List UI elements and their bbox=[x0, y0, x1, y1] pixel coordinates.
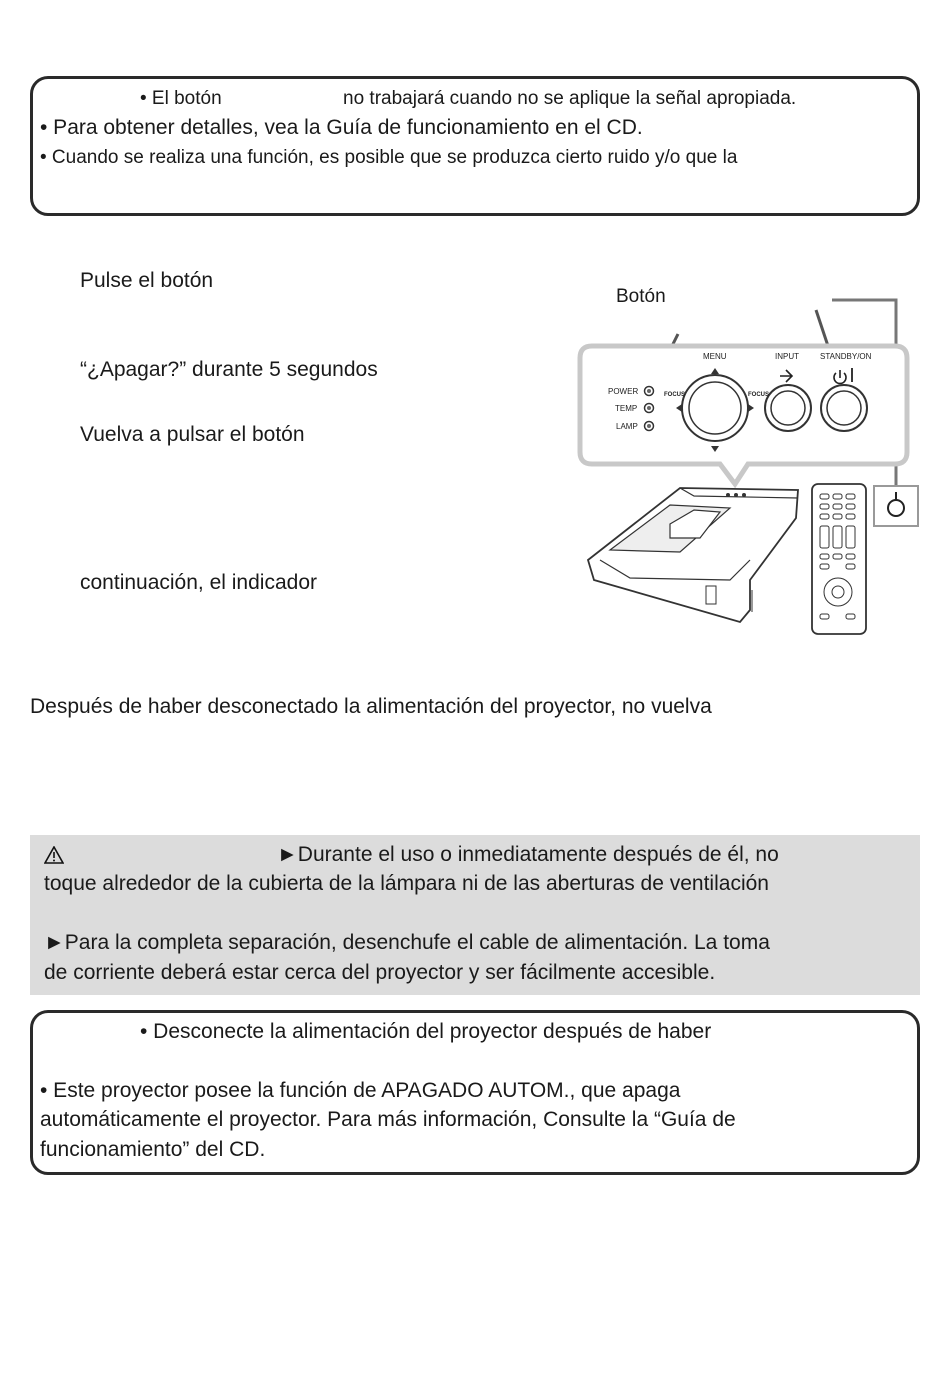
note-bottom-line-3: automáticamente el proyector. Para más información, Consulte la “Guía de bbox=[40, 1108, 736, 1131]
step-4-text: continuación, el indicador bbox=[80, 571, 317, 594]
note-top-line-1-prefix: • El botón bbox=[140, 88, 222, 109]
figure-label-standby: STANDBY/ON bbox=[820, 352, 872, 361]
warning-triangle-icon bbox=[44, 846, 64, 864]
note-top-line-2: • Para obtener detalles, vea la Guía de funcionamiento en el CD. bbox=[40, 116, 643, 139]
note-top-line-3: • Cuando se realiza una función, es posible que se produzca cierto ruido y/o que la bbox=[40, 147, 738, 168]
figure-label-input: INPUT bbox=[775, 352, 799, 361]
note-top-line-1-suffix: no trabajará cuando no se aplique la señal apropiada. bbox=[343, 88, 797, 109]
note-bottom-line-4: funcionamiento” del CD. bbox=[40, 1138, 266, 1161]
note-bottom-line-1: • Desconecte la alimentación del proyector después de haber bbox=[140, 1020, 712, 1043]
figure-label-menu: MENU bbox=[703, 352, 727, 361]
warning-line-2: toque alrededor de la cubierta de la lámpara ni de las aberturas de ventilación bbox=[44, 872, 769, 895]
step-3-text: Vuelva a pulsar el botón bbox=[80, 423, 305, 446]
figure-label-power: POWER bbox=[608, 387, 639, 396]
projector-figure bbox=[570, 290, 930, 640]
figure-label-focus-plus: FOCUS bbox=[748, 392, 769, 398]
step-2-text: “¿Apagar?” durante 5 segundos bbox=[80, 358, 378, 381]
step-1-text: Pulse el botón bbox=[80, 269, 214, 292]
figure-label-temp: TEMP bbox=[615, 404, 638, 413]
figure-label-focus-minus: FOCUS bbox=[664, 392, 685, 398]
figure-label-lamp: LAMP bbox=[616, 422, 638, 431]
warning-line-3: ►Para la completa separación, desenchufe el cable de alimentación. La toma bbox=[44, 931, 770, 954]
warning-line-4: de corriente deberá estar cerca del proyector y ser fácilmente accesible. bbox=[44, 961, 716, 984]
note-bottom-line-2: • Este proyector posee la función de APAGADO AUTOM., que apaga bbox=[40, 1079, 681, 1102]
figure-callout-label: Botón bbox=[616, 286, 666, 307]
warning-line-1: ►Durante el uso o inmediatamente después de él, no bbox=[277, 843, 779, 866]
after-paragraph: Después de haber desconectado la alimentación del proyector, no vuelva bbox=[30, 695, 712, 718]
